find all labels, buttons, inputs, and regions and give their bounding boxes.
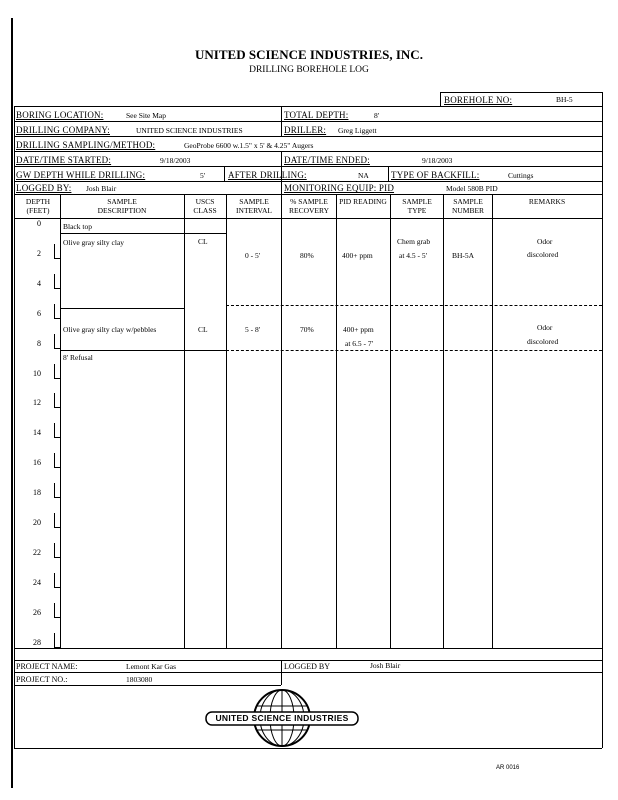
layer2-pid-2: at 6.5 - 7'	[345, 339, 374, 348]
depth-label: 2	[37, 248, 41, 258]
col-number: SAMPLE NUMBER	[451, 197, 485, 215]
depth-tick-riser	[54, 633, 55, 647]
depth-tick-riser	[54, 364, 55, 378]
depth-tick	[54, 258, 60, 259]
layer2-recovery: 70%	[300, 325, 314, 334]
depth-tick	[54, 557, 60, 558]
depth-tick-riser	[54, 304, 55, 318]
depth-label: 24	[33, 577, 41, 587]
depth-tick	[54, 437, 60, 438]
depth-tick	[54, 467, 60, 468]
col-pid: PID READING	[339, 197, 387, 206]
depth-tick-riser	[54, 274, 55, 288]
date-started-label: DATE/TIME STARTED:	[16, 155, 112, 165]
layer1-interval: 0 - 5'	[245, 251, 261, 260]
depth-label: 12	[33, 398, 41, 408]
date-ended-label: DATE/TIME ENDED:	[284, 155, 370, 165]
depth-label: 16	[33, 458, 41, 468]
col-remarks: REMARKS	[528, 197, 566, 206]
layer2-remarks-2: discolored	[527, 337, 559, 346]
borehole-no-value: BH-5	[556, 95, 573, 104]
drilling-company-value: UNITED SCIENCE INDUSTRIES	[136, 126, 243, 135]
gw-depth-value: 5'	[200, 171, 206, 180]
depth-tick-riser	[54, 244, 55, 258]
col-interval: SAMPLE INTERVAL	[236, 197, 272, 215]
layer1-type-1: Chem grab	[397, 237, 431, 246]
company-title: UNITED SCIENCE INDUSTRIES, INC.	[195, 47, 423, 62]
total-depth-label: TOTAL DEPTH:	[284, 110, 349, 120]
depth-label: 6	[37, 308, 41, 318]
monitoring-equip-value: Model 580B PID	[446, 184, 498, 193]
depth-label: 26	[33, 607, 41, 617]
backfill-label: TYPE OF BACKFILL:	[391, 170, 480, 180]
depth-label: 22	[33, 547, 41, 557]
depth-tick	[54, 407, 60, 408]
col-type: SAMPLE TYPE	[402, 197, 432, 215]
depth-tick-riser	[54, 573, 55, 587]
depth-tick-riser	[54, 483, 55, 497]
footer-logged-by-label: LOGGED BY	[284, 662, 330, 671]
layer1-number: BH-5A	[452, 251, 475, 260]
depth-tick	[54, 318, 60, 319]
layer1-pid: 400+ ppm	[342, 251, 373, 260]
layer1-type-2: at 4.5 - 5'	[399, 251, 428, 260]
depth-tick-riser	[54, 453, 55, 467]
sampling-method-label: DRILLING SAMPLING/METHOD:	[16, 140, 156, 150]
layer2-interval: 5 - 8'	[245, 325, 261, 334]
gw-depth-label: GW DEPTH WHILE DRILLING:	[16, 170, 146, 180]
depth-tick	[54, 288, 60, 289]
logo-text: UNITED SCIENCE INDUSTRIES	[215, 713, 349, 723]
layer1-remarks-2: discolored	[527, 250, 559, 259]
depth-tick-riser	[54, 513, 55, 527]
driller-value: Greg Liggett	[338, 126, 377, 135]
depth-label: 4	[37, 278, 41, 288]
depth-tick-riser	[54, 334, 55, 348]
form-subtitle: DRILLING BOREHOLE LOG	[249, 65, 369, 75]
sampling-method-value: GeoProbe 6600 w.1.5" x 5' & 4.25" Augers	[184, 141, 314, 150]
layer1-remarks-1: Odor	[537, 237, 553, 246]
page-code: AR 0016	[496, 765, 520, 771]
col-recovery: % SAMPLE RECOVERY	[288, 197, 329, 215]
project-no-label: PROJECT NO.:	[16, 675, 68, 684]
after-drilling-value: NA	[358, 171, 369, 180]
depth-label: 14	[33, 428, 41, 438]
col-depth: DEPTH (FEET)	[25, 197, 51, 215]
layer1-recovery: 80%	[300, 251, 314, 260]
logged-by-value: Josh Blair	[86, 184, 117, 193]
depth-label: 0	[37, 219, 41, 228]
depth-tick-riser	[54, 603, 55, 617]
layer2-uscs: CL	[198, 325, 208, 334]
col-description: SAMPLE DESCRIPTION	[97, 197, 147, 215]
driller-label: DRILLER:	[284, 125, 327, 135]
depth-tick	[54, 527, 60, 528]
project-name-value: Lemont Kar Gas	[126, 662, 176, 671]
depth-label: 20	[33, 518, 41, 527]
project-name-label: PROJECT NAME:	[16, 662, 78, 671]
depth-tick-riser	[54, 543, 55, 557]
col-uscs: USCS CLASS	[193, 197, 217, 215]
drilling-company-label: DRILLING COMPANY:	[16, 125, 110, 135]
footer-logged-by-value: Josh Blair	[370, 661, 401, 670]
after-drilling-label: AFTER DRILLING:	[228, 170, 307, 180]
layer2-pid-1: 400+ ppm	[343, 325, 374, 334]
layer2-remarks-1: Odor	[537, 323, 553, 332]
depth-label: 18	[33, 488, 41, 498]
depth-tick	[54, 378, 60, 379]
date-started-value: 9/18/2003	[160, 156, 191, 165]
boring-location-value: See Site Map	[126, 111, 166, 120]
depth-label: 10	[33, 368, 41, 378]
refusal-note: 8' Refusal	[63, 353, 93, 362]
layer2-description: Olive gray silty clay w/pebbles	[63, 325, 157, 334]
depth-label: 8	[37, 338, 41, 348]
borehole-no-label: BOREHOLE NO:	[444, 95, 513, 105]
project-no-value: 1803080	[126, 675, 153, 684]
depth-tick	[54, 348, 60, 349]
monitoring-equip-label: MONITORING EQUIP: PID	[284, 183, 395, 193]
logged-by-label: LOGGED BY:	[16, 183, 72, 193]
total-depth-value: 8'	[374, 111, 380, 120]
left-margin-bar	[11, 18, 13, 788]
depth-tick	[54, 497, 60, 498]
depth-tick-riser	[54, 393, 55, 407]
date-ended-value: 9/18/2003	[422, 156, 453, 165]
depth-tick-riser	[54, 423, 55, 437]
boring-location-label: BORING LOCATION:	[16, 110, 104, 120]
layer1-description: Olive gray silty clay	[63, 238, 125, 247]
depth-tick	[54, 617, 60, 618]
depth-label: 28	[33, 637, 41, 647]
backfill-value: Cuttings	[508, 171, 534, 180]
company-logo	[200, 688, 364, 748]
layer1-uscs: CL	[198, 237, 208, 246]
layer-blacktop: Black top	[63, 222, 92, 231]
depth-tick	[54, 587, 60, 588]
